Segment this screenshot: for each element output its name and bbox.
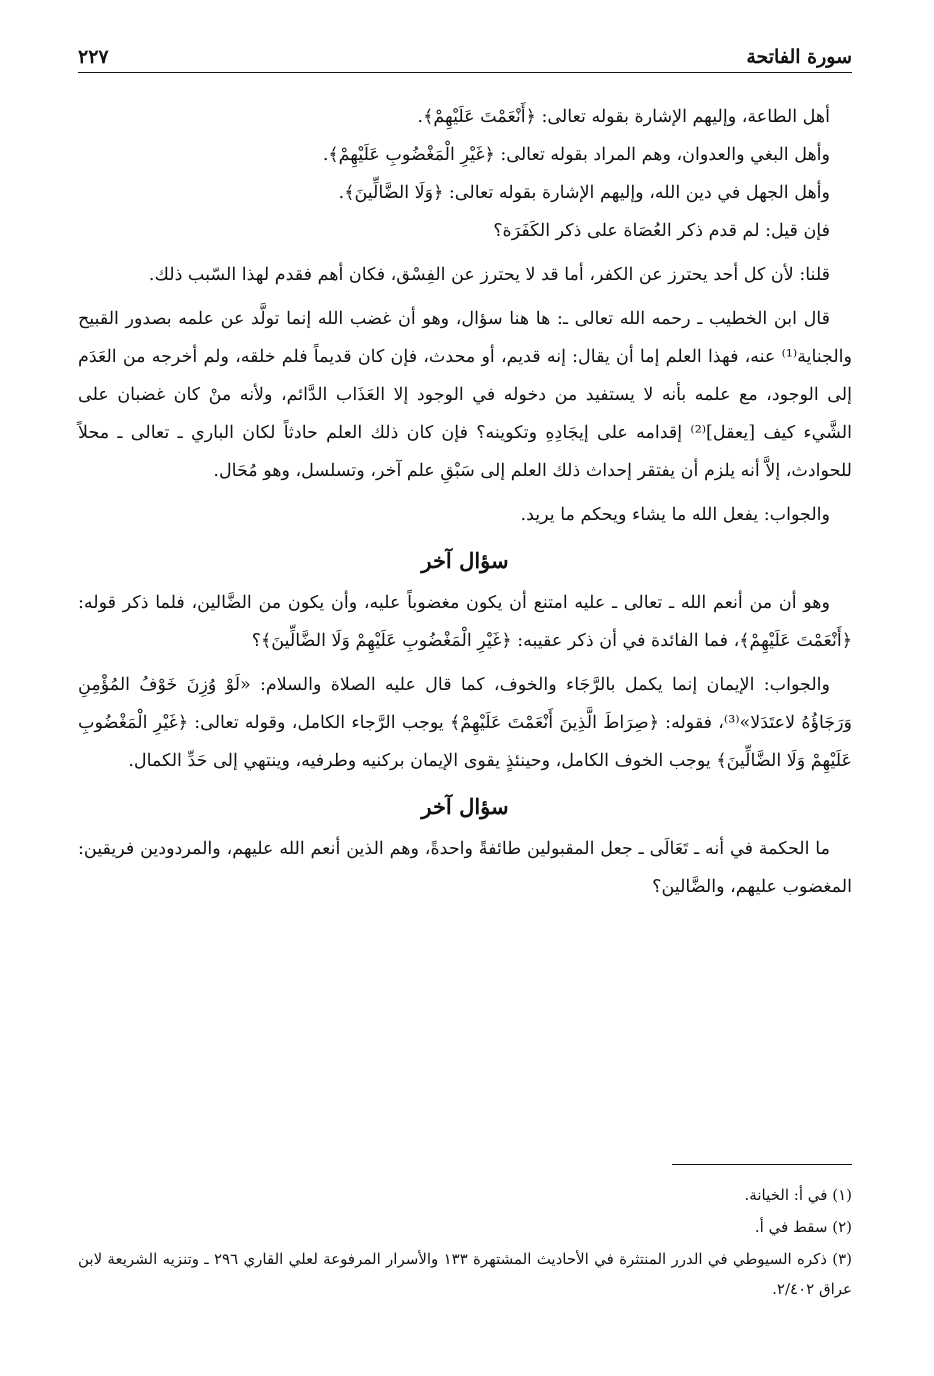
paragraph: والجواب: الإيمان إنما يكمل بالرَّجَاء والخوف، كما قال عليه الصلاة والسلام: «لَوْ وُزِنَ خَوْفُ المُؤْمِنِ وَرَجَاؤُهُ لاعتَدَلا»⁽³⁾، فقوله: ﴿صِرَاطَ الَّذِينَ أَنْعَمْتَ عَلَيْهِمْ﴾ يوجب الرَّجاء الكامل، وقوله تعالى: ﴿غَيْرِ الْمَغْضُوبِ عَلَيْهِمْ وَلَا الضَّالِّينَ﴾ يوجب الخوف الكامل، وحينئذٍ يقوى الإيمان بركنيه وطرفيه، وينتهي إلى حَدِّ الكمال. [78,675,852,771]
paragraph: ما الحكمة في أنه ـ تَعَالَى ـ جعل المقبولين طائفةً واحدةً، وهم الذين أنعم الله عليهم، والمردودين فريقين: المغضوب عليهم، والضَّالين؟ [78,839,852,897]
section-heading: سؤال آخر [421,548,509,573]
page-number: ٢٢٧ [78,46,109,68]
main-text [78,98,852,906]
footnote: (٣) ذكره السيوطي في الدرر المنتثرة في الأحاديث المشتهرة ١٣٣ والأسرار المرفوعة لعلي القاري ٢٩٦ ـ وتنزيه الشريعة لابن عراق ٢/٤٠٢. [78,1250,852,1298]
running-title: سورة الفاتحة [746,46,852,68]
paragraph: وأهل البغي والعدوان، وهم المراد بقوله تعالى: ﴿غَيْرِ الْمَغْضُوبِ عَلَيْهِمْ﴾. [322,145,830,165]
book-page [78,0,852,1376]
paragraph: قلنا: لأن كل أحد يحترز عن الكفر، أما قد لا يحترز عن الفِسْق، فكان أهم فقدم لهذا السّبب ذلك. [148,265,830,285]
paragraph: وهو أن من أنعم الله ـ تعالى ـ عليه امتنع أن يكون مغضوباً عليه، وأن يكون من الضَّالين، فلما ذكر قوله: ﴿أَنْعَمْتَ عَلَيْهِمْ﴾، فما الفائدة في أن ذكر عقيبه: ﴿غَيْرِ الْمَغْضُوبِ عَلَيْهِمْ وَلَا الضَّالِّينَ﴾؟ [78,593,852,651]
page-header [78,42,852,73]
footnote: (١) في أ: الخيانة. [744,1186,852,1204]
section-heading: سؤال آخر [421,794,509,819]
footnotes [78,1180,852,1306]
paragraph: والجواب: يفعل الله ما يشاء ويحكم ما يريد. [520,505,830,525]
paragraph: أهل الطاعة، وإليهم الإشارة بقوله تعالى: ﴿أَنْعَمْتَ عَلَيْهِمْ﴾. [417,107,830,127]
footnote-divider [672,1164,852,1165]
paragraph: وأهل الجهل في دين الله، وإليهم الإشارة بقوله تعالى: ﴿وَلَا الضَّالِّينَ﴾. [338,183,830,203]
paragraph: قال ابن الخطيب ـ رحمه الله تعالى ـ: ها هنا سؤال، وهو أن غضب الله إنما تولَّد عن علمه بصدور القبيح والجناية⁽¹⁾ عنه، فهذا العلم إما أن يقال: إنه قديم، أو محدث، فإن كان قديماً فلم خلقه، ولم أخرجه من العَدَم إلى الوجود، مع علمه بأنه لا يستفيد من دخوله في الوجود إلا العَذَاب الدَّائم، ولأنه منْ كان غضبان على الشَّيء كيف [يعقل]⁽²⁾ إقدامه على إيجَادِهِ وتكوينه؟ فإن كان ذلك العلم حادثاً لكان الباري ـ تعالى ـ محلاً للحوادث، إلاَّ أنه يلزم أن يفتقر إحداث ذلك العلم إلى سَبْقِ علم آخر، وتسلسل، وهو مُحَال. [78,309,852,481]
footnote: (٢) سقط في أ. [754,1218,852,1236]
paragraph: فإن قيل: لم قدم ذكر العُصَاة على ذكر الكَفَرَة؟ [493,221,830,241]
